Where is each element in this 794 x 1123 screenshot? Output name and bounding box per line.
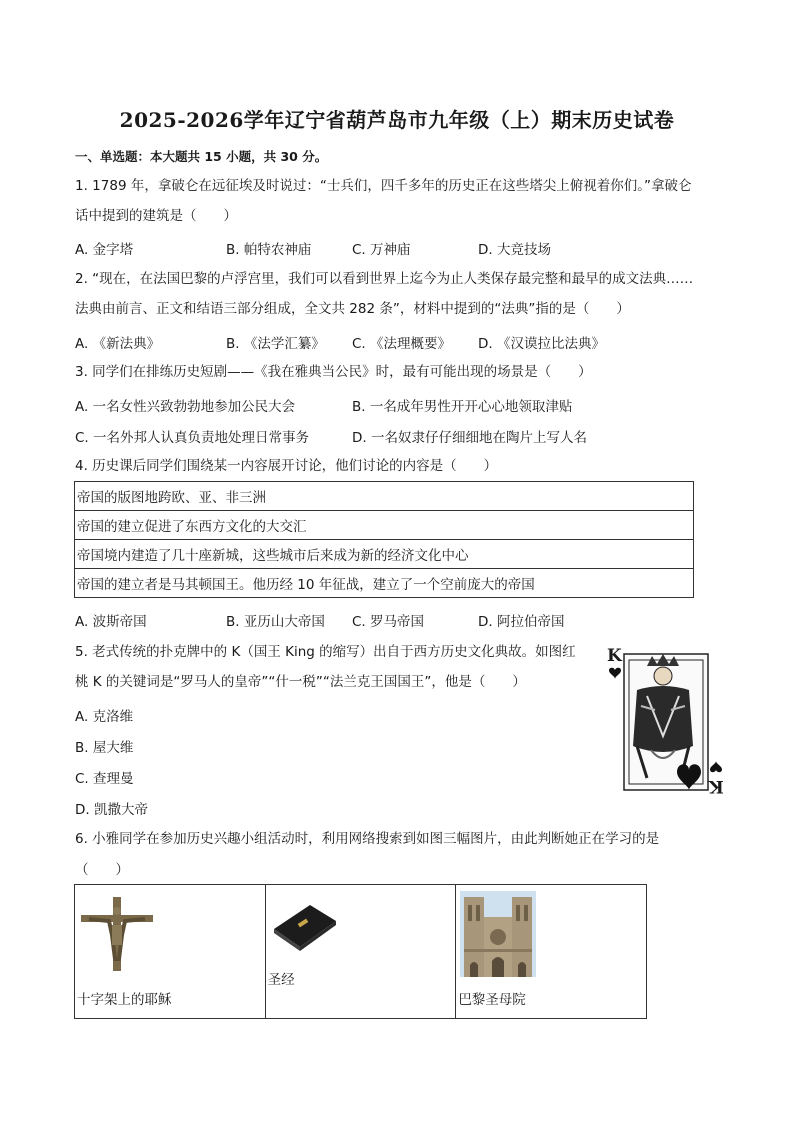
bible-image <box>270 899 340 955</box>
crucifix-image <box>79 895 155 973</box>
q3-option-c[interactable]: C. 一名外邦人认真负责地处理日常事务 <box>75 430 310 446</box>
q2-stem-line1: 2. “现在，在法国巴黎的卢浮宫里，我们可以看到世界上迄今为止人类保存最完整和最早的成文法典…… <box>75 271 694 287</box>
q6-cell-crucifix <box>75 885 266 1019</box>
q4-clue-3: 帝国境内建造了几十座新城，这些城市后来成为新的经济文化中心 <box>75 540 694 569</box>
exam-title: 2025-2026学年辽宁省葫芦岛市九年级（上）期末历史试卷 <box>119 108 675 132</box>
q5-option-d[interactable]: D. 凯撒大帝 <box>75 802 148 818</box>
q6-cell-notre-dame <box>456 885 647 1019</box>
q6-picture-table <box>74 884 647 1019</box>
section-heading: 一、单选题：本大题共 15 小题，共 30 分。 <box>75 149 328 164</box>
notre-dame-image <box>460 891 536 977</box>
q2-option-c[interactable]: C. 《法理概要》 <box>352 336 452 352</box>
q5-stem-line1: 5. 老式传统的扑克牌中的 K（国王 King 的缩写）出自于西方历史文化典故。如图红 <box>75 644 576 660</box>
q1-option-b[interactable]: B. 帕特农神庙 <box>226 242 312 258</box>
q4-clue-table <box>74 481 694 598</box>
q3-stem: 3. 同学们在排练历史短剧——《我在雅典当公民》时，最有可能出现的场景是（ ） <box>75 364 592 380</box>
q6-cell-bible <box>265 885 456 1019</box>
q5-option-b[interactable]: B. 屋大维 <box>75 740 134 756</box>
q6-caption-crucifix: 十字架上的耶稣 <box>77 992 172 1008</box>
table-row <box>75 569 694 598</box>
q6-caption-bible: 圣经 <box>267 972 295 988</box>
q2-option-b[interactable]: B. 《法学汇纂》 <box>226 336 325 352</box>
q3-option-b[interactable]: B. 一名成年男性开开心心地领取津贴 <box>352 399 573 415</box>
q4-option-b[interactable]: B. 亚历山大帝国 <box>226 614 325 630</box>
q2-option-d[interactable]: D. 《汉谟拉比法典》 <box>478 336 605 352</box>
q4-clue-4: 帝国的建立者是马其顿国王。他历经 10 年征战，建立了一个空前庞大的帝国 <box>75 569 694 598</box>
heart-icon <box>709 760 723 774</box>
q4-clue-1: 帝国的版图地跨欧、亚、非三洲 <box>75 482 694 511</box>
q1-stem-line2: 话中提到的建筑是（ ） <box>75 208 237 224</box>
q5-stem-line2: 桃 K 的关键词是“罗马人的皇帝”“什一税”“法兰克王国国王”，他是（ ） <box>75 674 526 690</box>
q3-option-a[interactable]: A. 一名女性兴致勃勃地参加公民大会 <box>75 399 296 415</box>
q4-option-a[interactable]: A. 波斯帝国 <box>75 614 147 630</box>
q6-caption-notre-dame: 巴黎圣母院 <box>458 992 526 1008</box>
q5-option-c[interactable]: C. 查理曼 <box>75 771 134 787</box>
q1-option-d[interactable]: D. 大竞技场 <box>478 242 551 258</box>
card-rank-top: K <box>607 646 622 666</box>
q2-stem-line2: 法典由前言、正文和结语三部分组成，全文共 282 条”，材料中提到的“法典”指的是（ ） <box>75 301 630 317</box>
q2-option-a[interactable]: A. 《新法典》 <box>75 336 161 352</box>
q6-stem-line2: （ ） <box>75 862 129 878</box>
q4-stem: 4. 历史课后同学们围绕某一内容展开讨论，他们讨论的内容是（ ） <box>75 458 498 474</box>
heart-icon <box>608 666 622 680</box>
table-row <box>75 885 647 1019</box>
table-row <box>75 482 694 511</box>
q4-clue-2: 帝国的建立促进了东西方文化的大交汇 <box>75 511 694 540</box>
q4-option-d[interactable]: D. 阿拉伯帝国 <box>478 614 565 630</box>
table-row <box>75 511 694 540</box>
q5-option-a[interactable]: A. 克洛维 <box>75 709 134 725</box>
king-of-hearts-card <box>607 646 723 798</box>
card-rank-bottom: K <box>709 776 724 796</box>
q6-stem-line1: 6. 小雅同学在参加历史兴趣小组活动时，利用网络搜索到如图三幅图片，由此判断她正在学习的是 <box>75 831 660 847</box>
q1-option-a[interactable]: A. 金字塔 <box>75 242 134 258</box>
q3-option-d[interactable]: D. 一名奴隶仔仔细细地在陶片上写人名 <box>352 430 587 446</box>
q4-option-c[interactable]: C. 罗马帝国 <box>352 614 425 630</box>
q1-option-c[interactable]: C. 万神庙 <box>352 242 411 258</box>
q1-stem-line1: 1. 1789 年，拿破仑在远征埃及时说过：“士兵们，四千多年的历史正在这些塔尖上俯视着你们。”拿破仑 <box>75 178 692 194</box>
table-row <box>75 540 694 569</box>
